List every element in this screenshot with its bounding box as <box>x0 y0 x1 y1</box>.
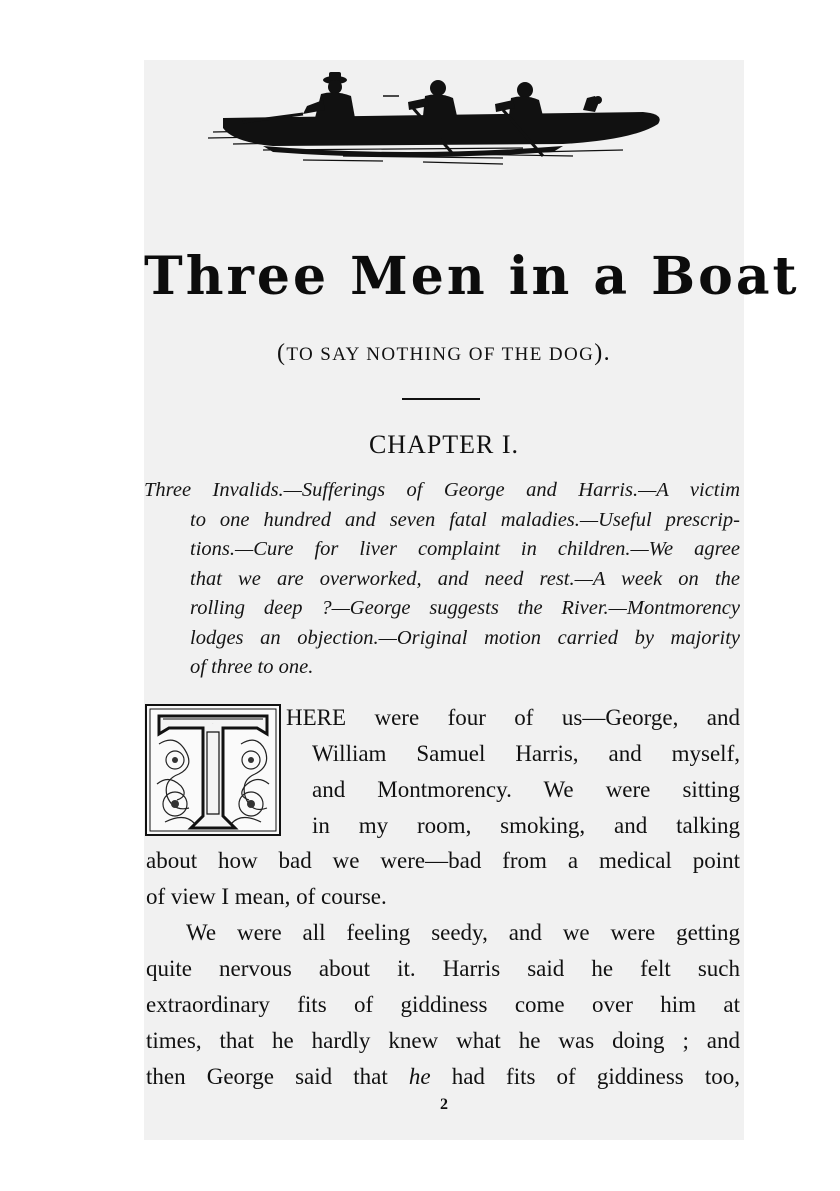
text-line: and Montmorency. We were sitting <box>312 777 740 802</box>
dropcap-letter: T <box>212 724 214 725</box>
title-divider <box>402 398 480 400</box>
opening-paragraph-beside-dropcap <box>286 700 740 844</box>
subtitle-close-paren: ). <box>594 340 612 366</box>
chapter-heading: CHAPTER I. <box>368 430 520 459</box>
text-line: William Samuel Harris, and myself, <box>312 741 740 766</box>
book-subtitle <box>144 340 744 367</box>
text-line: quite nervous about it. Harris said he felt such <box>146 956 740 981</box>
synopsis-line: tions.—Cure for liver complaint in children.—We agree <box>190 538 740 560</box>
text-line: HERE were four of us—George, and <box>286 705 740 730</box>
last-line-start: then George said that <box>146 1064 409 1089</box>
book-title: Three Men in a Boat <box>144 246 800 307</box>
text-line: of view I mean, of course. <box>146 884 387 909</box>
rowing-boat-illustration <box>203 66 673 176</box>
synopsis-line: lodges an objection.—Original motion carried by majority <box>190 626 740 649</box>
text-line-last <box>146 1059 740 1095</box>
text-line: times, that he hardly knew what he was doing ; and <box>146 1028 740 1053</box>
body-paragraphs <box>146 843 740 1095</box>
synopsis-line: Three Invalids.—Sufferings of George and Harris.—A victim <box>144 479 740 501</box>
synopsis-line: rolling deep ?—George suggests the River.—Montmorency <box>190 597 740 619</box>
text-line: extraordinary fits of giddiness come over him at <box>146 992 740 1017</box>
synopsis-line: to one hundred and seven fatal maladies.—Useful prescrip- <box>190 508 740 531</box>
synopsis-line: that we are overworked, and need rest.—A week on the <box>190 567 740 590</box>
page-number: 2 <box>440 1096 448 1113</box>
dropcap-ornament <box>145 704 281 836</box>
text-line: We were all feeling seedy, and we were getting <box>186 920 740 945</box>
subtitle-open-paren: ( <box>276 340 287 366</box>
text-line: about how bad we were—bad from a medical point <box>146 848 740 873</box>
subtitle-text: TO SAY NOTHING OF THE DOG <box>286 344 595 365</box>
last-line-emphasis: he <box>408 1064 431 1089</box>
chapter-synopsis <box>144 476 740 683</box>
synopsis-line: of three to one. <box>190 656 314 678</box>
last-line-end: had fits of giddiness too, <box>430 1064 740 1089</box>
text-line: in my room, smoking, and talking <box>312 813 740 838</box>
